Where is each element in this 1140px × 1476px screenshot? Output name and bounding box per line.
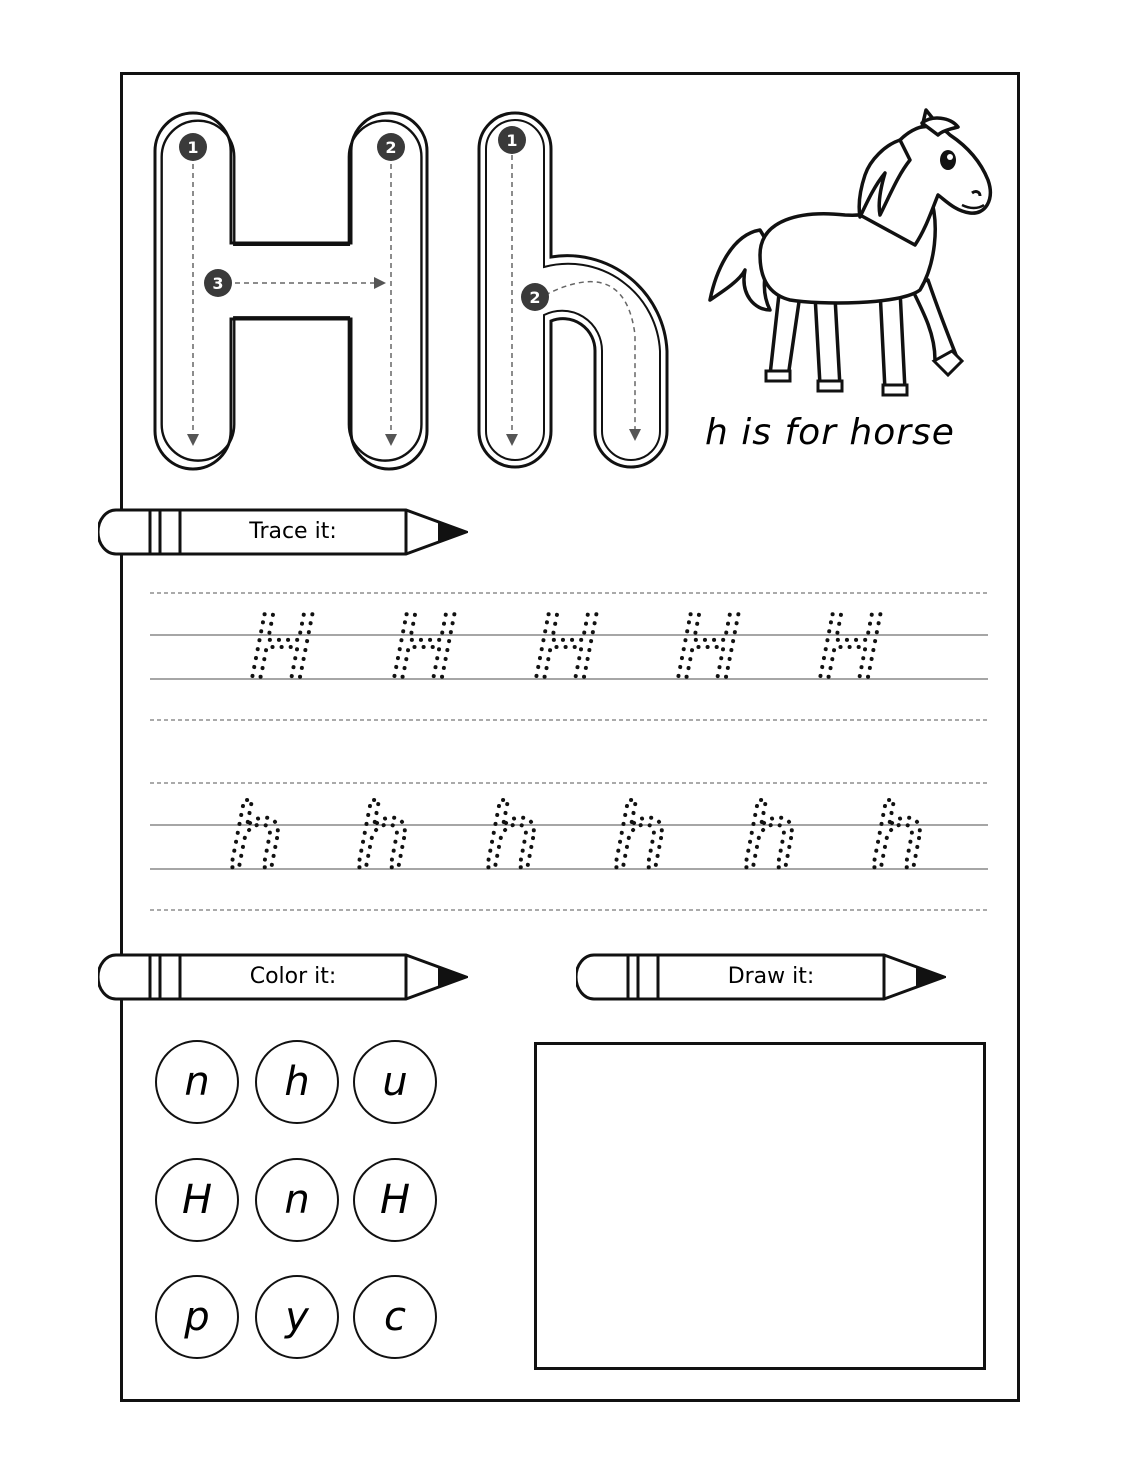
color-section-label: Color it:	[249, 964, 337, 989]
stroke-number-badge	[521, 283, 549, 311]
horse-illustration	[700, 105, 1000, 410]
drawing-area[interactable]	[534, 1042, 986, 1370]
letter-bubble[interactable]: H	[155, 1158, 239, 1242]
dotted-letter: H	[392, 598, 457, 698]
lowercase-trace-row[interactable]	[150, 775, 992, 915]
svg-text:1: 1	[506, 131, 518, 150]
color-section-header	[98, 951, 468, 1003]
letter-bubble[interactable]: p	[155, 1275, 239, 1359]
dotted-letter: H	[676, 598, 741, 698]
dotted-letter: H	[534, 598, 599, 698]
trace-section-header	[98, 506, 468, 558]
svg-text:2: 2	[529, 288, 541, 307]
letter-bubble[interactable]: y	[255, 1275, 339, 1359]
svg-text:3: 3	[212, 274, 224, 293]
stroke-number-badge	[498, 126, 526, 154]
dotted-letter: h	[742, 785, 798, 888]
draw-section-label: Draw it:	[727, 964, 815, 989]
dotted-letter: H	[818, 598, 883, 698]
big-letter-tracing	[150, 105, 680, 480]
uppercase-trace-row[interactable]	[150, 585, 992, 725]
dotted-letter: H	[250, 598, 315, 698]
picture-caption: h is for horse	[705, 412, 955, 453]
stroke-number-badge	[179, 133, 207, 161]
stroke-number-badge	[377, 133, 405, 161]
letter-bubble[interactable]: h	[255, 1040, 339, 1124]
dotted-letter: h	[612, 785, 668, 888]
dotted-letter: h	[355, 785, 411, 888]
svg-text:2: 2	[385, 138, 397, 157]
letter-bubble[interactable]: u	[353, 1040, 437, 1124]
letter-bubble[interactable]: c	[353, 1275, 437, 1359]
color-letter-grid	[155, 1040, 445, 1370]
dotted-letter: h	[484, 785, 540, 888]
letter-bubble[interactable]: H	[353, 1158, 437, 1242]
letter-bubble[interactable]: n	[255, 1158, 339, 1242]
trace-section-label: Trace it:	[249, 519, 337, 544]
letter-bubble[interactable]: n	[155, 1040, 239, 1124]
dotted-letter: h	[870, 785, 926, 888]
svg-text:1: 1	[187, 138, 199, 157]
dotted-letter: h	[228, 785, 284, 888]
lowercase-h-outline	[479, 113, 667, 467]
uppercase-h-outline	[155, 113, 427, 469]
stroke-number-badge	[204, 269, 232, 297]
draw-section-header	[576, 951, 946, 1003]
